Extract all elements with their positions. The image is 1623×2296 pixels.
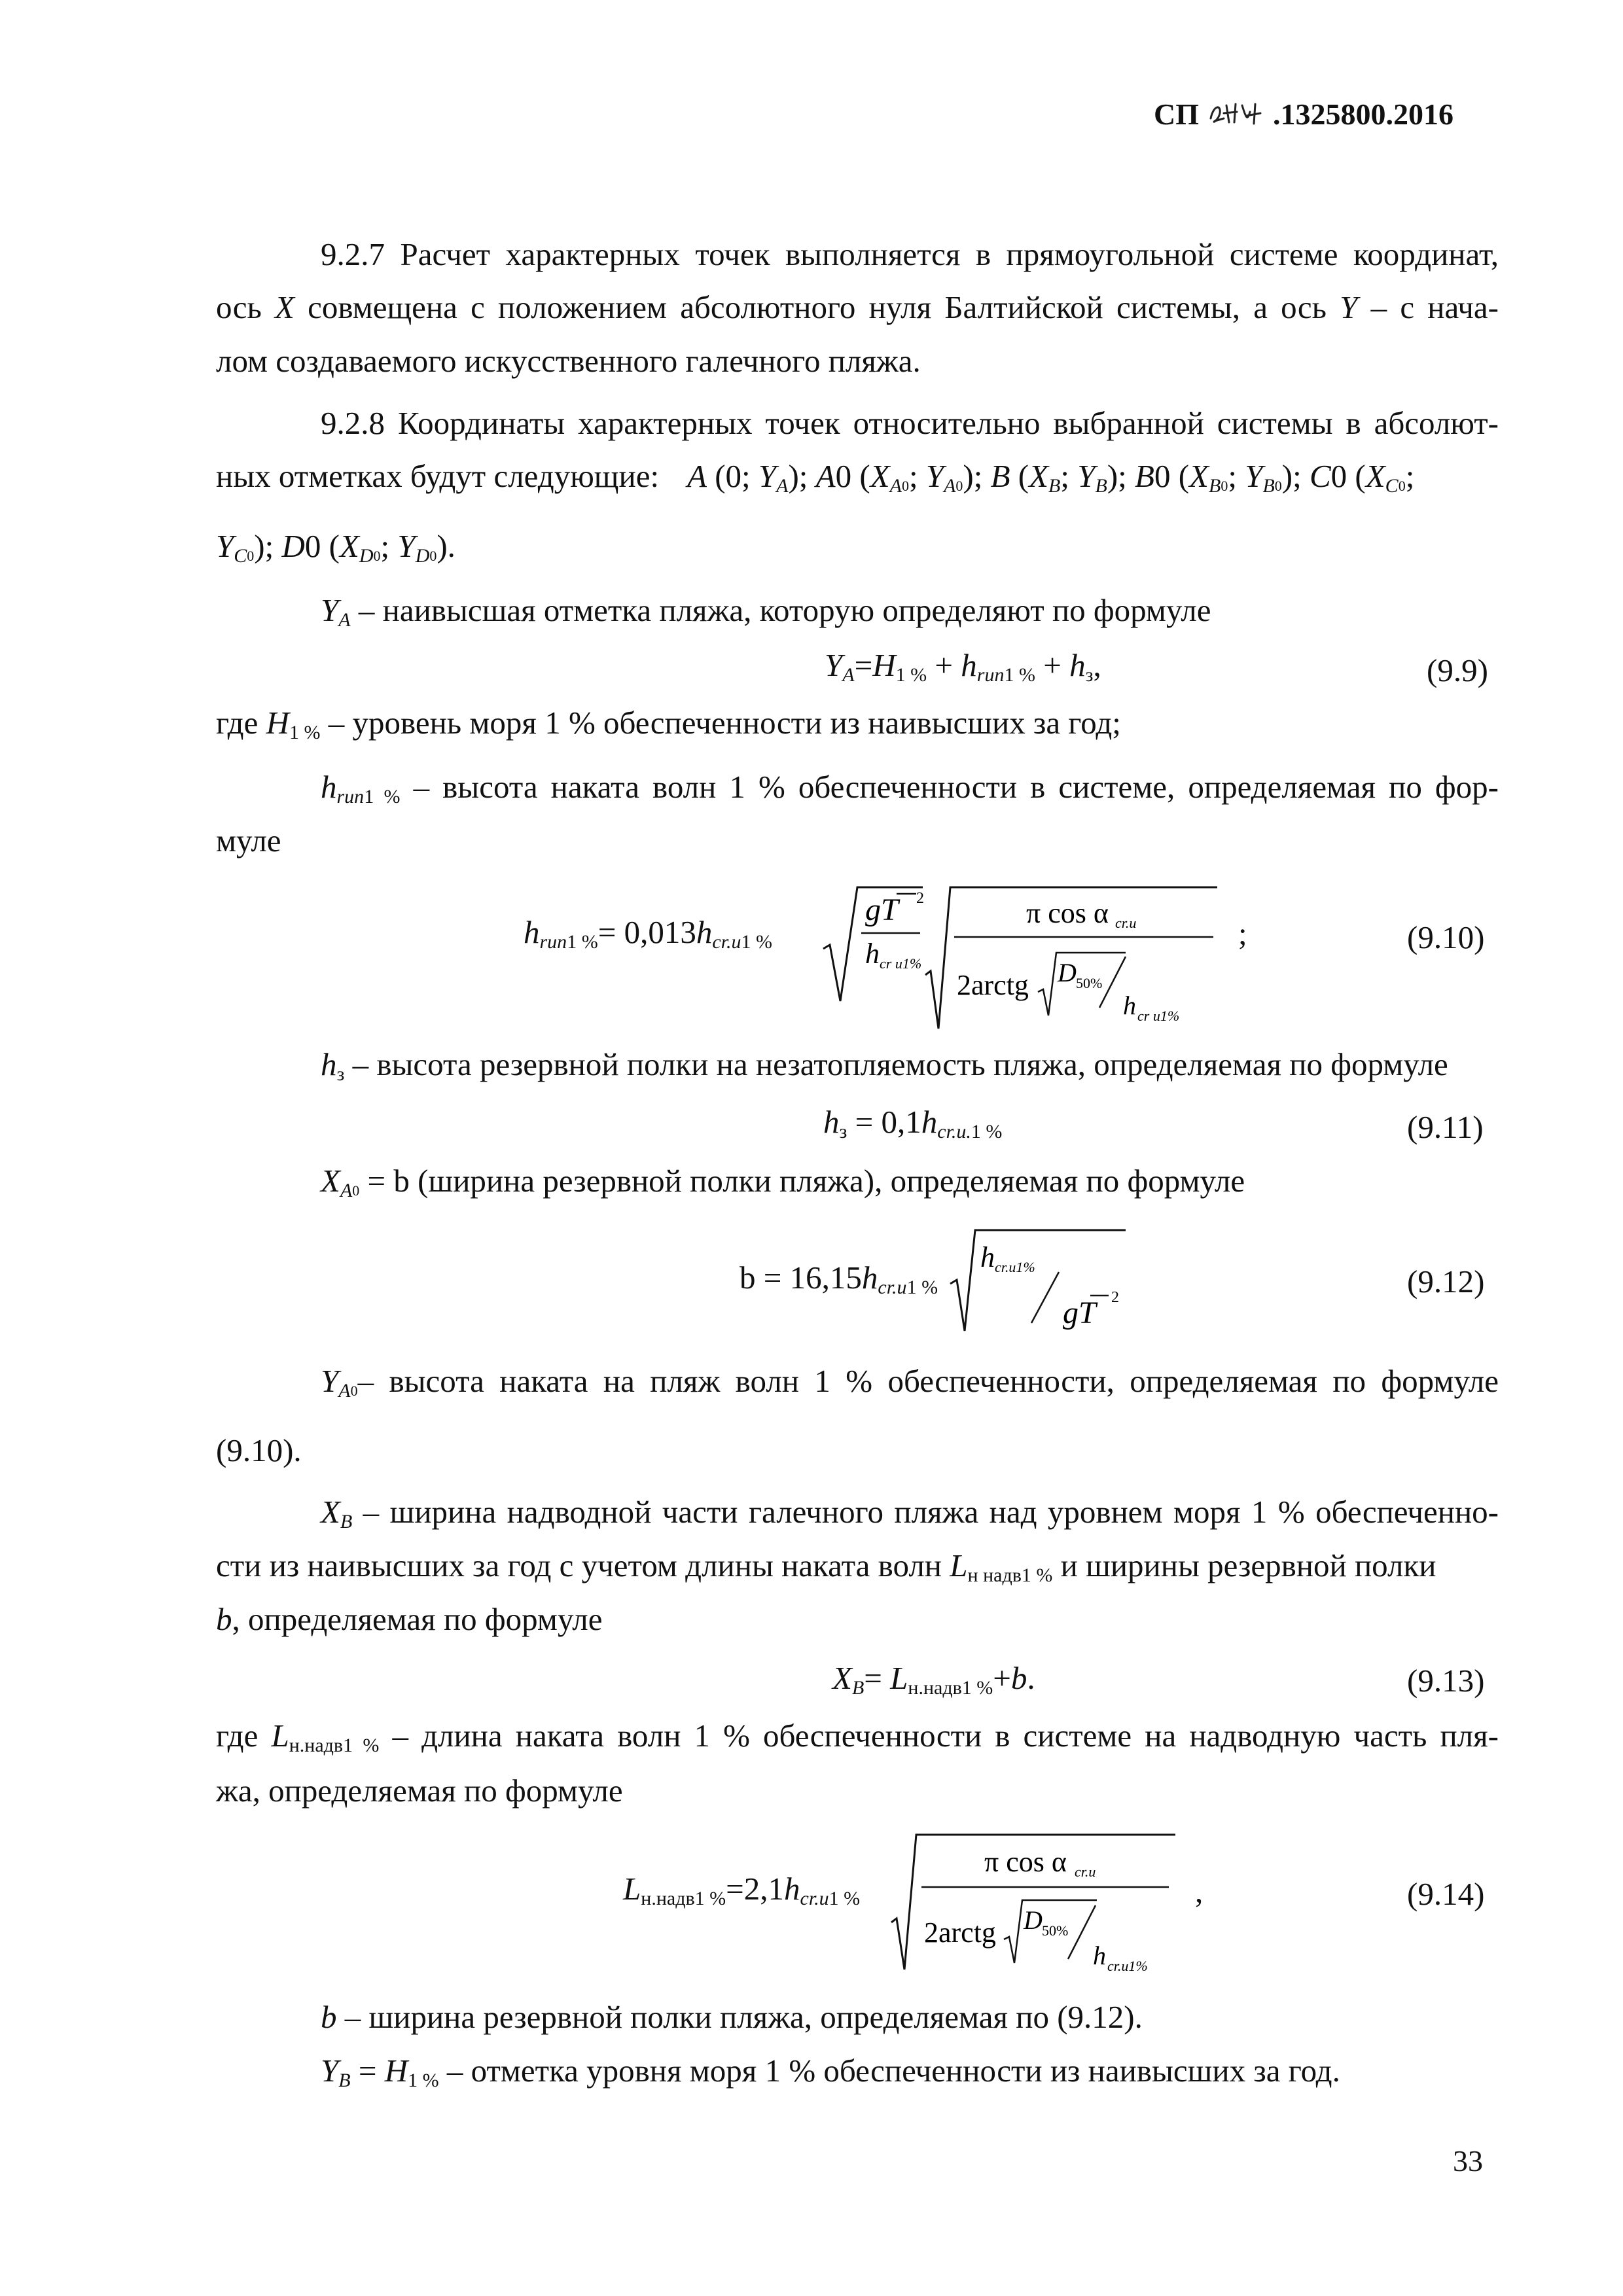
header-suffix: .1325800.2016: [1273, 97, 1454, 131]
running-header: [1154, 97, 1454, 136]
l-definition-cont: жа, определяемая по формуле: [216, 1773, 623, 1809]
svg-text:cr u1%: cr u1%: [880, 955, 922, 972]
p927-line3: лом создаваемого искусственного галечного пляжа.: [216, 343, 921, 379]
p927-line1: 9.2.7 Расчет характерных точек выполняется в прямоугольной системе координат,: [321, 236, 1499, 272]
svg-text:50%: 50%: [1042, 1922, 1069, 1939]
svg-text:gT: gT: [865, 892, 899, 927]
h1-definition: где $H_{1 \%}$ – уровень моря 1 % обеспеченности из наивысших за год;: [216, 705, 1121, 743]
xb-definition-line2: сти из наивысших за год с учетом длины наката волн $L_{н надв1 \%}$ и ширины резервной полки: [216, 1547, 1436, 1586]
svg-text:2arctg: 2arctg: [924, 1916, 996, 1949]
hrun-definition: $h_{run1 \%}$ – высота наката волн 1 % обеспеченности в системе, определяемая по фор-: [321, 769, 1499, 807]
svg-text:cr.u1%: cr.u1%: [1107, 1958, 1148, 1974]
svg-text:gT: gT: [1063, 1296, 1096, 1330]
equation-number-9-14: (9.14): [1407, 1876, 1485, 1912]
equation-9-9: $Y_A=H_{1 \%} + h_{run1 \%} + h_з$,: [825, 647, 1101, 686]
equation-9-10-radical: [818, 877, 1250, 1034]
p928-line1: 9.2.8 Координаты характерных точек относительно выбранной системы в абсолют-: [321, 405, 1499, 441]
equation-9-14-radical: [887, 1824, 1188, 1975]
equation-9-10-separator: ;: [1238, 915, 1247, 951]
equation-9-11: $h_з = 0,1h_{cr.u.1 \%}$: [823, 1104, 1003, 1142]
equation-number-9-13: (9.13): [1407, 1663, 1485, 1699]
ya0-definition: $Y_{A0}-$ высота наката на пляж волн 1 % обеспеченности, определяемая по формуле: [321, 1363, 1499, 1402]
svg-text:cr.u1%: cr.u1%: [995, 1259, 1035, 1275]
ya0-definition-cont: (9.10).: [216, 1432, 302, 1468]
equation-9-10-lhs: $h_{run1 \%}= 0,013h_{cr.u1 \%}$: [524, 914, 772, 953]
xb-definition-line1: $X_B$ – ширина надводной части галечного пляжа над уровнем моря 1 % обеспеченно-: [321, 1494, 1499, 1532]
svg-text:cr u1%: cr u1%: [1137, 1008, 1180, 1024]
p928-line2: ных отметках будут следующие: A (0; $Y_A$); A0 ($X_{A0}$; $Y_{A0}$); B ($X_B$; $Y_B$); B0 ($X_{B0}$; $Y_{B0}$); C0 ($X_{C0}$;: [216, 458, 1415, 497]
svg-text:2: 2: [916, 890, 924, 907]
svg-text:2: 2: [1111, 1289, 1119, 1306]
header-prefix: СП: [1154, 97, 1199, 131]
equation-9-13: $X_B= L_{н.надв1 \%}+b$.: [832, 1660, 1035, 1699]
points-list-1: A (0; $Y_A$); A0 ($X_{A0}$; $Y_{A0}$); B ($X_B$; $Y_B$); B0 ($X_{B0}$; $Y_{B0}$); C0 ($X_{C0}$;: [687, 458, 1415, 497]
svg-text:h: h: [865, 938, 880, 970]
pi-cos-text: π cos α: [1026, 897, 1109, 929]
equation-9-14-separator: ,: [1195, 1873, 1204, 1909]
equation-9-12-lhs: $b = 16,15h_{cr.u1 \%}$: [740, 1260, 938, 1298]
svg-text:h: h: [980, 1241, 995, 1273]
hz-definition: $h_з$ – высота резервной полки на незатопляемость пляжа, определяемая по формуле: [321, 1046, 1448, 1085]
hrun-definition-cont: муле: [216, 822, 281, 858]
svg-text:h: h: [1093, 1941, 1106, 1970]
svg-text:cr.u: cr.u: [1115, 915, 1137, 931]
svg-text:D: D: [1058, 958, 1077, 987]
xa0-definition: $X_{A0} = b$ (ширина резервной полки пляжа), определяемая по формуле: [321, 1163, 1245, 1201]
equation-number-9-11: (9.11): [1407, 1109, 1484, 1145]
points-list-2: $Y_{C0}$); D0 ($X_{D0}$; $Y_{D0}$).: [216, 528, 455, 567]
equation-9-12-radical: [948, 1218, 1144, 1336]
svg-text:cr.u: cr.u: [1075, 1863, 1096, 1880]
equation-number-9-9: (9.9): [1427, 652, 1488, 688]
svg-text:h: h: [1123, 991, 1136, 1020]
page-number: 33: [1453, 2144, 1483, 2178]
svg-text:50%: 50%: [1076, 975, 1103, 991]
p927-line2: ось X совмещена с положением абсолютного нуля Балтийской системы, а ось Y – с нача-: [216, 289, 1499, 325]
l-definition: где $L_{н.надв1 \%}$ – длина наката волн 1 % обеспеченности в системе на надводную часть пля-: [216, 1718, 1499, 1756]
b-definition: b – ширина резервной полки пляжа, определяемая по (9.12).: [321, 1999, 1143, 2035]
svg-text:D: D: [1024, 1905, 1043, 1935]
equation-9-14-lhs: $L_{н.надв1 \%}=2,1h_{cr.u1 \%}$: [623, 1871, 861, 1909]
equation-number-9-12: (9.12): [1407, 1263, 1485, 1299]
xb-definition-line3: b, определяемая по формуле: [216, 1601, 603, 1637]
ya-definition: $Y_A$ – наивысшая отметка пляжа, которую определяют по формуле: [321, 592, 1211, 631]
arctg-text: 2arctg: [957, 969, 1029, 1001]
equation-number-9-10: (9.10): [1407, 919, 1485, 955]
svg-text:π cos α: π cos α: [984, 1846, 1067, 1878]
handwritten-number: [1207, 99, 1266, 136]
yb-definition: $Y_B = H_{1 \%}$ – отметка уровня моря 1 % обеспеченности из наивысших за год.: [321, 2053, 1340, 2091]
